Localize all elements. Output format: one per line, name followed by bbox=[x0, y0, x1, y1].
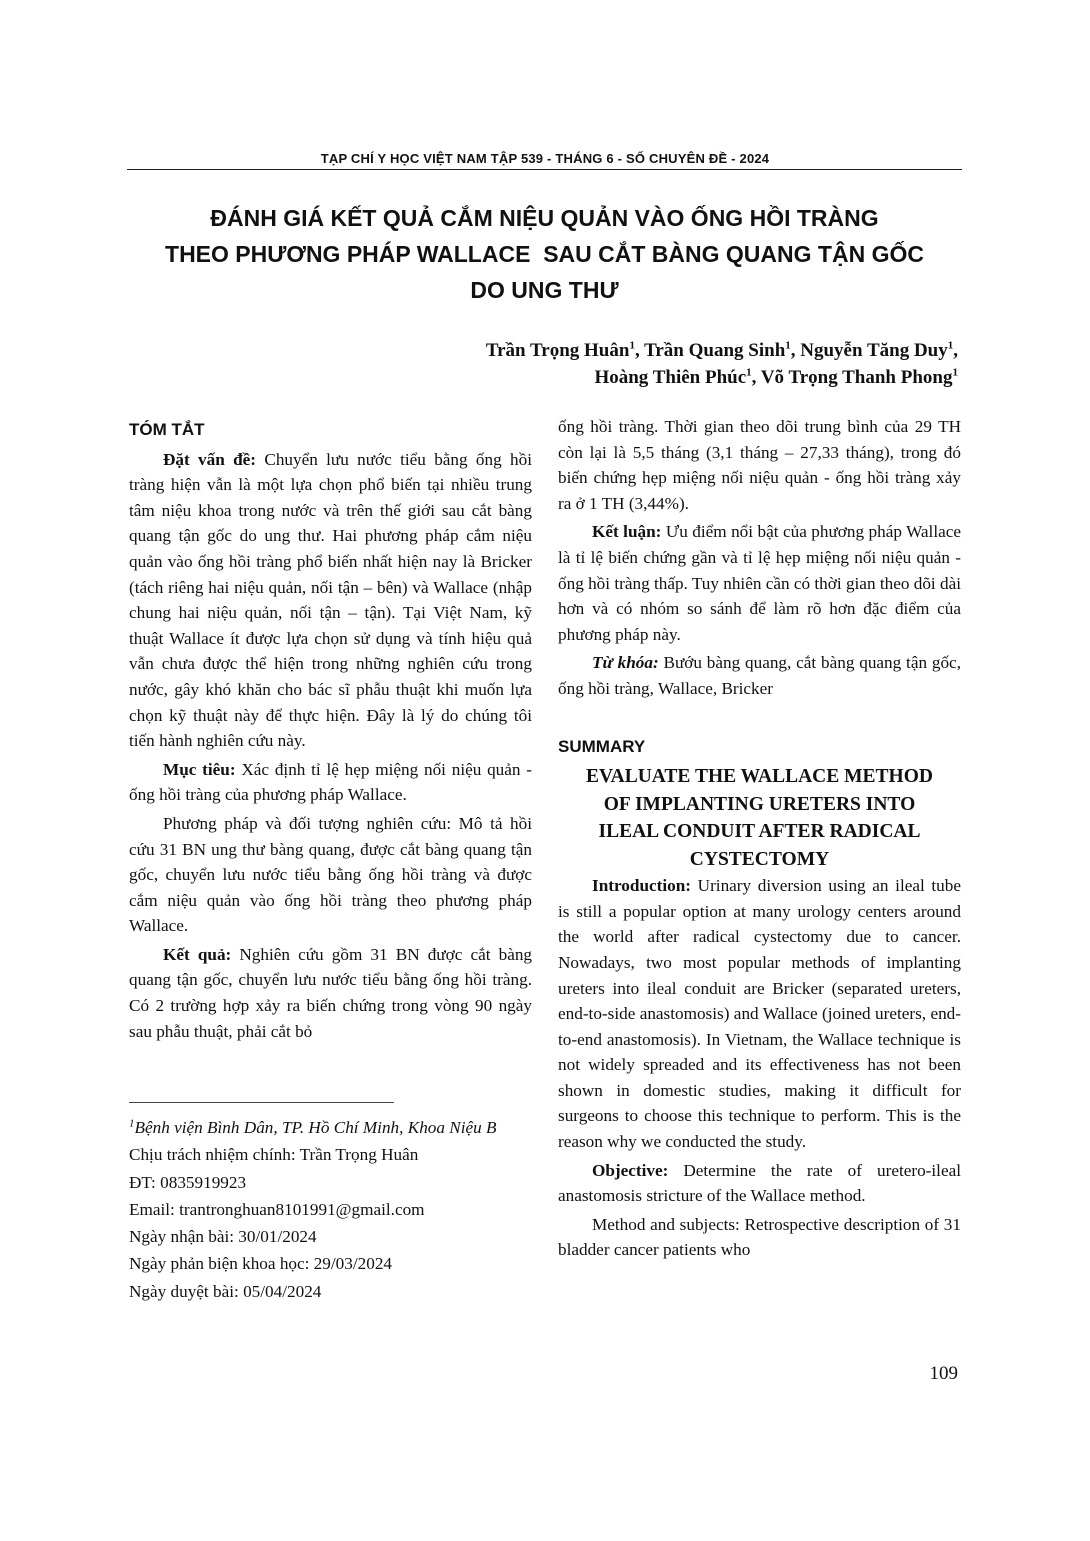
header-rule bbox=[127, 169, 962, 170]
author-line-2: Hoàng Thiên Phúc$^1$, Võ Trọng Thanh Phong$^1$ bbox=[594, 366, 958, 388]
keywords-paragraph bbox=[558, 650, 961, 701]
objective-paragraph bbox=[129, 757, 532, 808]
affiliation-footnote bbox=[129, 1114, 532, 1141]
author-name: Trần Trọng Huân bbox=[485, 340, 630, 361]
conclusion-paragraph bbox=[558, 519, 961, 647]
introduction-label: Introduction: bbox=[592, 876, 692, 896]
phone: ĐT: 0835919923 bbox=[129, 1172, 247, 1192]
summary-title bbox=[558, 763, 961, 873]
keywords-text: Bướu bàng quang, cắt bàng quang tận gốc, ống hồi tràng, Wallace, Bricker bbox=[558, 653, 961, 698]
methods-en-paragraph: Method and subjects: Retrospective description of 31 bladder cancer patients who bbox=[558, 1214, 961, 1260]
summary-title-line-2: OF IMPLANTING URETERS INTO bbox=[603, 793, 916, 815]
title-line-1: ĐÁNH GIÁ KẾT QUẢ CẮM NIỆU QUẢN VÀO ỐNG HỒI TRÀNG bbox=[210, 205, 879, 231]
author-name: Võ Trọng Thanh Phong bbox=[760, 367, 953, 388]
footnotes bbox=[129, 1114, 532, 1305]
received-date: Ngày nhận bài: 30/01/2024 bbox=[129, 1227, 317, 1247]
affiliation-mark: 1 bbox=[952, 366, 958, 379]
introduction-paragraph bbox=[558, 873, 961, 1155]
review-date: Ngày phản biện khoa học: 29/03/2024 bbox=[129, 1254, 393, 1274]
left-column bbox=[129, 414, 532, 1047]
summary-title-line-4: CYSTECTOMY bbox=[689, 848, 830, 870]
affiliation-mark: 1 bbox=[746, 366, 752, 379]
methods-paragraph: Phương pháp và đối tượng nghiên cứu: Mô tả hồi cứu 31 BN ung thư bàng quang, được cắt bàng quang tận gốc, chuyển lưu nước tiểu bằng ống hồi tràng và được cắm niệu quản vào ống hồi tràng theo phương pháp Wallace. bbox=[129, 813, 532, 936]
summary-title-line-1: EVALUATE THE WALLACE METHOD bbox=[586, 766, 933, 788]
conclusion-label: Kết luận: bbox=[592, 522, 662, 542]
title-line-2: THEO PHƯƠNG PHÁP WALLACE SAU CẮT BÀNG QUANG TẬN GỐC bbox=[165, 241, 924, 267]
conclusion-text: Ưu điểm nổi bật của phương pháp Wallace là tỉ lệ biến chứng gần và tỉ lệ hẹp miệng nối niệu quản - ống hồi tràng thấp. Tuy nhiên cần có thời gian theo dõi dài hơn và có nhóm so sánh để làm rõ hơn đặc điểm của phương pháp này. bbox=[558, 522, 961, 644]
responsible-author: Chịu trách nhiệm chính: Trần Trọng Huân bbox=[129, 1145, 419, 1165]
abstract-heading: TÓM TẮT bbox=[129, 420, 205, 439]
footnote-rule bbox=[129, 1102, 394, 1103]
background-paragraph bbox=[129, 447, 532, 754]
results-label: Kết quả: bbox=[163, 944, 232, 964]
affiliation-mark: 1 bbox=[785, 339, 791, 352]
keywords-label: Từ khóa: bbox=[592, 653, 659, 673]
objective-text: Xác định tỉ lệ hẹp miệng nối niệu quản - ống hồi tràng của phương pháp Wallace. bbox=[129, 759, 532, 805]
author-name: Trần Quang Sinh bbox=[644, 340, 786, 361]
affiliation-text: Bệnh viện Bình Dân, TP. Hồ Chí Minh, Khoa Niệu B bbox=[134, 1118, 497, 1137]
email: Email: trantronghuan8101991@gmail.com bbox=[129, 1199, 425, 1219]
author-list bbox=[486, 337, 958, 391]
affiliation-mark: 1 bbox=[129, 1117, 135, 1130]
title-line-3: DO UNG THƯ bbox=[470, 277, 619, 303]
results-continued: ống hồi tràng. Thời gian theo dõi trung bình của 29 TH còn lại là 5,5 tháng (3,1 tháng – 27,33 tháng), trong đó biến chứng hẹp miệng nối niệu quản - ống hồi tràng xảy ra ở 1 TH (3,44%). bbox=[558, 417, 961, 513]
affiliation-mark: 1 bbox=[629, 339, 635, 352]
accepted-date: Ngày duyệt bài: 05/04/2024 bbox=[129, 1281, 322, 1301]
page-number: 109 bbox=[929, 1363, 958, 1384]
objective-label: Mục tiêu: bbox=[163, 759, 236, 779]
objective-en-label: Objective: bbox=[592, 1160, 669, 1180]
introduction-text: Urinary diversion using an ileal tube is still a popular option at many urology centers around the world after radical cystectomy due to cancer. Nowadays, two most popular methods of implanting ureters into ileal conduit are Bricker (separated ureters, end-to-side anastomosis) and Wallace (joined ureters, end-to-end anastomosis). In Vietnam, the Wallace technique is not widely spreaded and its effectiveness has not been shown in domestic studies, making it difficult for surgeons to choose this technique to perform. This is the reason why we conducted the study. bbox=[558, 876, 961, 1152]
background-label: Đặt vấn đề: bbox=[163, 449, 257, 469]
objective-en-paragraph bbox=[558, 1158, 961, 1209]
article-title bbox=[127, 200, 962, 308]
summary-title-line-3: ILEAL CONDUIT AFTER RADICAL bbox=[598, 821, 921, 843]
results-text: Nghiên cứu gồm 31 BN được cắt bàng quang tận gốc, chuyển lưu nước tiểu bằng ống hồi tràng. Có 2 trường hợp xảy ra biến chứng trong vòng 90 ngày sau phẫu thuật, phải cắt bỏ bbox=[129, 944, 533, 1041]
results-paragraph bbox=[129, 942, 532, 1044]
background-text: Chuyển lưu nước tiểu bằng ống hồi tràng hiện vẫn là một lựa chọn phổ biến tại nhiều trung tâm niệu khoa trong nước và trên thế giới sau cắt bàng quang tận gốc do ung thư. Hai phương pháp cắm niệu quản vào ống hồi tràng phổ biến nhất hiện nay là Bricker (tách riêng hai niệu quản, nối tận – bên) và Wallace (nhập chung hai niệu quản, nối tận – tận). Tại Việt Nam, kỹ thuật Wallace ít được lựa chọn sử dụng và tính hiệu quả vẫn chưa được thể hiện trong những nghiên cứu trong nước, gây khó khăn cho bác sĩ phẫu thuật khi muốn lựa chọn kỹ thuật này để thực hiện. Đây là lý do chúng tôi tiến hành nghiên cứu này. bbox=[129, 449, 532, 751]
author-name: Hoàng Thiên Phúc bbox=[594, 367, 747, 388]
right-column bbox=[558, 414, 961, 1266]
summary-heading: SUMMARY bbox=[558, 736, 646, 756]
affiliation-mark: 1 bbox=[947, 339, 954, 352]
author-line-1: Trần Trọng Huân$^1$, Trần Quang Sinh$^1$, Nguyễn Tăng Duy$^1$, bbox=[485, 339, 958, 361]
objective-en-text: Determine the rate of uretero-ileal anastomosis stricture of the Wallace method. bbox=[558, 1160, 961, 1206]
author-name: Nguyễn Tăng Duy bbox=[800, 340, 948, 361]
journal-header: TẠP CHÍ Y HỌC VIỆT NAM TẬP 539 - THÁNG 6 - SỐ CHUYÊN ĐỀ - 2024 bbox=[320, 151, 770, 166]
